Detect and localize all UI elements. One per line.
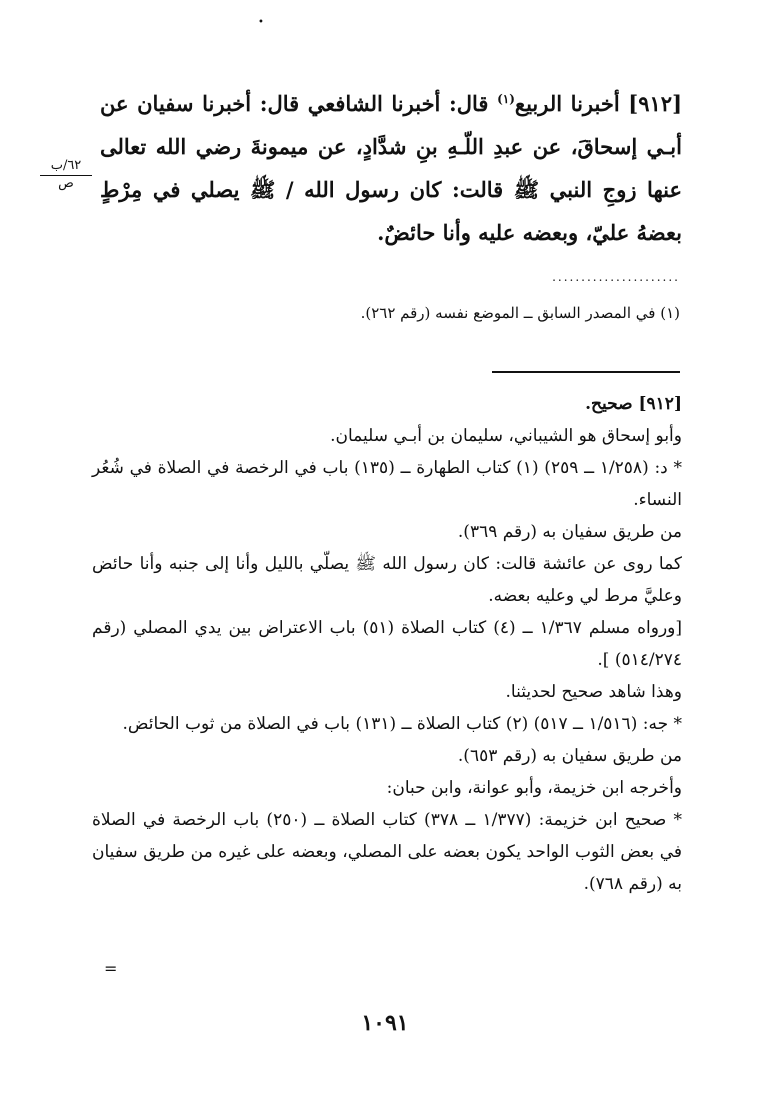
takhrij-para: وأخرجه ابن خزيمة، وأبو عوانة، وابن حبان: (386, 778, 682, 798)
takhrij-para: من طريق سفيان به (رقم ٦٥٣). (457, 746, 682, 766)
section-rule (492, 371, 680, 373)
margin-note-bottom: ص (58, 176, 74, 191)
hadith-line-1: أخبرنا الربيع (514, 91, 620, 116)
footnote-separator: ...................... (552, 270, 680, 284)
takhrij-para: * د: (١/٢٥٨ ــ ٢٥٩) (١) كتاب الطهارة ــ (١٣٥) باب في الرخصة في الصلاة في شُعُر النساء. (92, 458, 682, 510)
footnote-ref: (١) (497, 92, 515, 106)
takhrij-para: * جه: (١/٥١٦ ــ ٥١٧) (٢) كتاب الصلاة ــ (١٣١) باب في الصلاة من ثوب الحائض. (122, 714, 682, 734)
takhrij-para: [ورواه مسلم ١/٣٦٧ ــ (٤) كتاب الصلاة (٥١) باب الاعتراض بين يدي المصلي (رقم ٥١٤/٢٧٤) ]. (92, 618, 682, 670)
takhrij-para: من طريق سفيان به (رقم ٣٦٩). (457, 522, 682, 542)
takhrij-para: كما روى عن عائشة قالت: كان رسول الله ﷺ يصلّي بالليل وأنا إلى جنبه وأنا حائض وعليَّ مرط لي وعليه بعضه. (92, 554, 682, 606)
hadith-body: قال: أخبرنا الشافعي قال: أخبرنا سفيان عن أبـي إسحاقَ، عن عبدِ اللّـهِ بنِ شدَّادٍ، عن ميمونةَ رضي الله تعالى عنها زوجِ النبي ﷺ قالت: كان رسول الله / ﷺ يصلي في مِرْطٍ بعضهُ عليّ، وبعضه عليه وأنا حائضٌ. (100, 91, 682, 245)
hadith-text (100, 78, 682, 254)
takhrij-para: وهذا شاهد صحيح لحديثنا. (505, 682, 682, 702)
page-number: ١٠٩١ (361, 1010, 409, 1036)
footnote: (١) في المصدر السابق ــ الموضع نفسه (رقم ٢٦٢). (360, 304, 680, 322)
takhrij-heading: [٩١٢] صحيح. (585, 394, 682, 414)
margin-note-top: ٦٢/ب (50, 158, 82, 173)
hadith-number: [٩١٢] (628, 91, 683, 116)
takhrij-para: وأبو إسحاق هو الشيباني، سليمان بن أبـي سليمان. (330, 426, 682, 446)
continuation-mark: = (104, 959, 118, 978)
top-mark: • (258, 17, 264, 28)
takhrij-para: * صحيح ابن خزيمة: (١/٣٧٧ ــ ٣٧٨) كتاب الصلاة ــ (٢٥٠) باب الرخصة في الصلاة في بعض الثوب الواحد يكون بعضه على المصلي، وبعضه على غيره من طريق سفيان به (رقم ٧٦٨). (92, 810, 682, 894)
manuscript-page-note (40, 158, 92, 192)
takhrij-section (92, 388, 682, 900)
